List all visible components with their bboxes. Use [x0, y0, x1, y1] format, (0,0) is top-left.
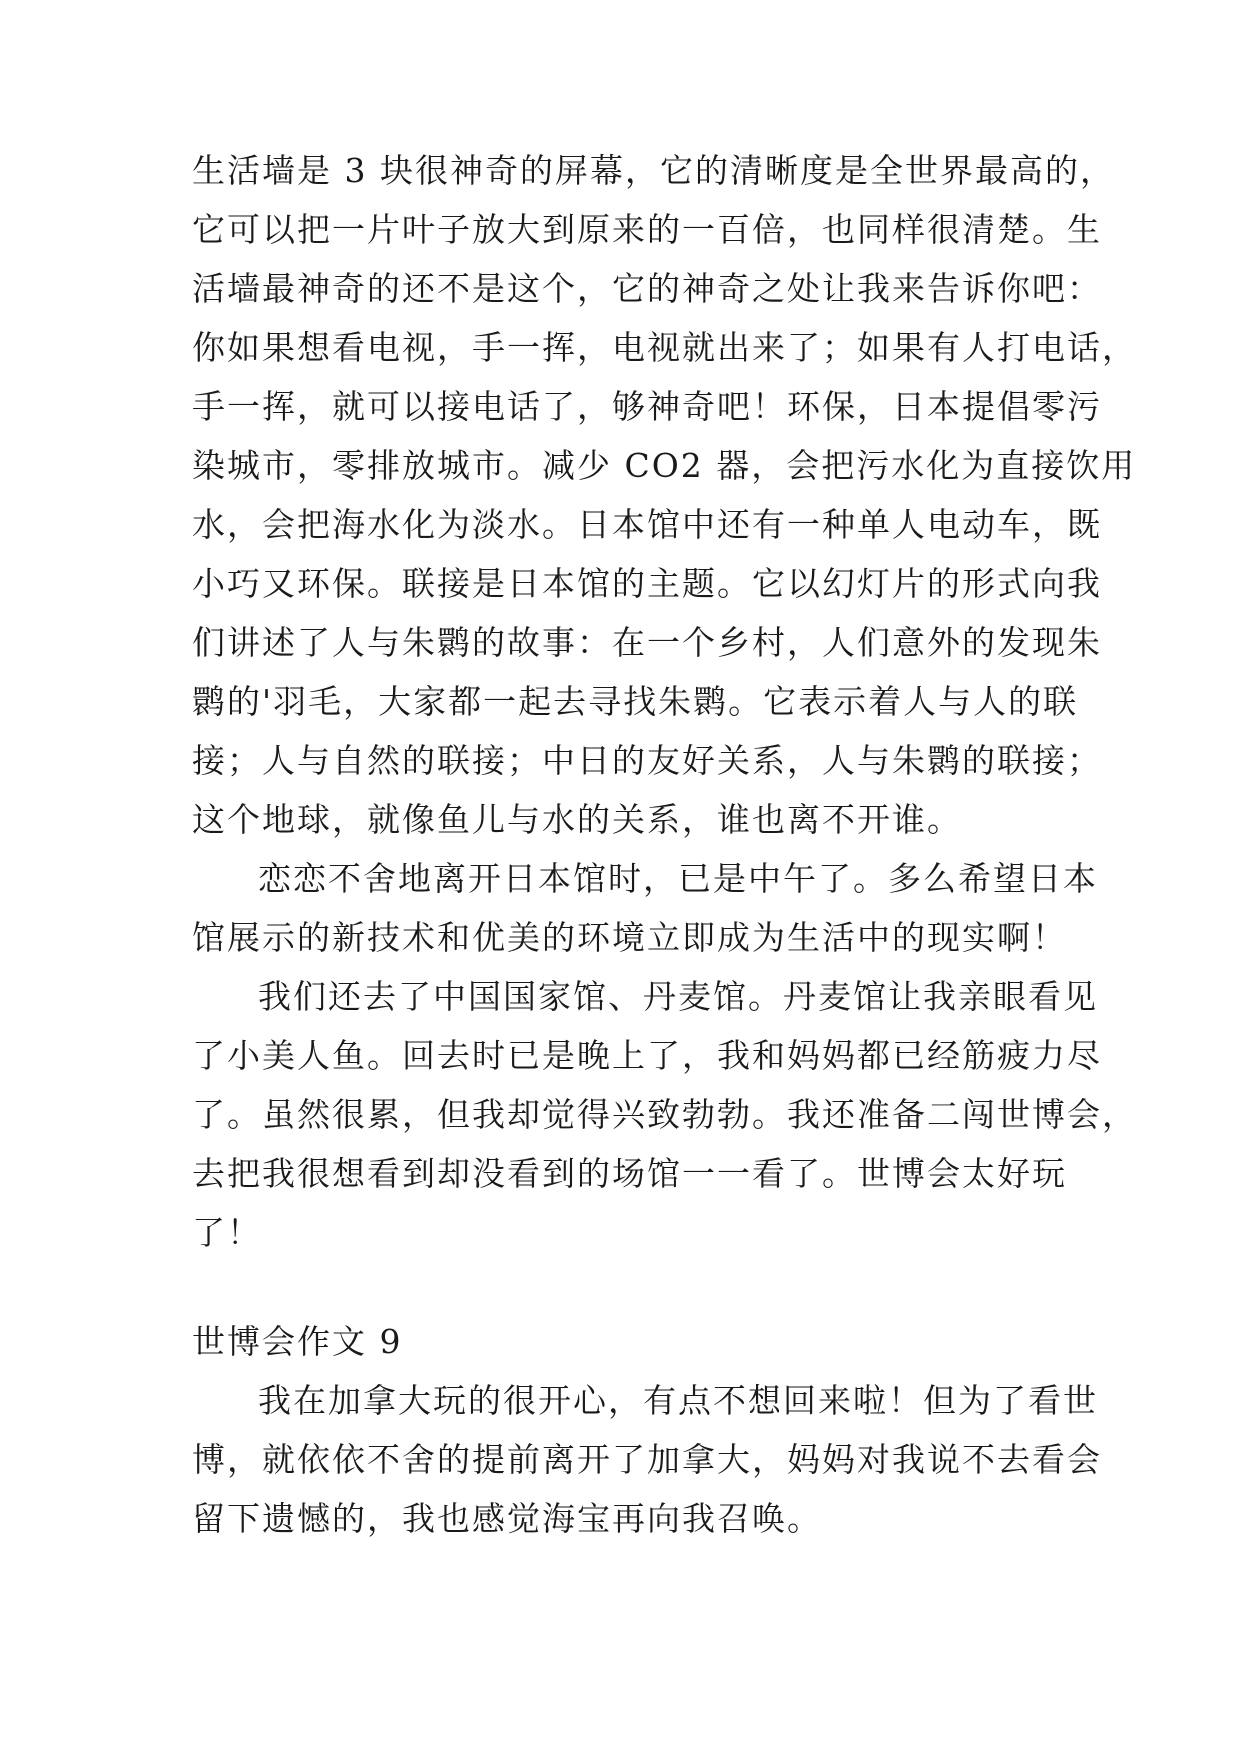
paragraph-line: 我们还去了中国国家馆、丹麦馆。丹麦馆让我亲眼看见 — [258, 977, 1098, 1016]
paragraph-line: 接；人与自然的联接；中日的友好关系，人与朱鹮的联接； — [192, 741, 1102, 780]
paragraph-line: 它可以把一片叶子放大到原来的一百倍，也同样很清楚。生 — [192, 210, 1102, 249]
paragraph-line: 馆展示的新技术和优美的环境立即成为生活中的现实啊！ — [192, 918, 1067, 957]
paragraph-line: 我在加拿大玩的很开心，有点不想回来啦！但为了看世 — [258, 1381, 1098, 1420]
paragraph-line: 了！ — [192, 1213, 262, 1252]
paragraph-line: 水，会把海水化为淡水。日本馆中还有一种单人电动车，既 — [192, 505, 1102, 544]
paragraph-line: 这个地球，就像鱼儿与水的关系，谁也离不开谁。 — [192, 800, 962, 839]
paragraph-line: 鹮的'羽毛，大家都一起去寻找朱鹮。它表示着人与人的联 — [192, 682, 1079, 721]
paragraph-line: 们讲述了人与朱鹮的故事：在一个乡村，人们意外的发现朱 — [192, 623, 1102, 662]
paragraph-line: 小巧又环保。联接是日本馆的主题。它以幻灯片的形式向我 — [192, 564, 1102, 603]
paragraph-line: 染城市，零排放城市。减少 CO2 器，会把污水化为直接饮用 — [192, 446, 1137, 485]
paragraph-line: 了小美人鱼。回去时已是晚上了，我和妈妈都已经筋疲力尽 — [192, 1036, 1102, 1075]
paragraph-line: 手一挥，就可以接电话了，够神奇吧！环保，日本提倡零污 — [192, 387, 1102, 426]
paragraph-line: 去把我很想看到却没看到的场馆一一看了。世博会太好玩 — [192, 1154, 1067, 1193]
paragraph-line: 恋恋不舍地离开日本馆时，已是中午了。多么希望日本 — [258, 859, 1098, 898]
paragraph-line: 生活墙是 3 块很神奇的屏幕，它的清晰度是全世界最高的， — [192, 151, 1115, 190]
paragraph-line: 你如果想看电视，手一挥，电视就出来了；如果有人打电话， — [192, 328, 1137, 367]
paragraph-line: 活墙最神奇的还不是这个，它的神奇之处让我来告诉你吧： — [192, 269, 1102, 308]
paragraph-line: 博，就依依不舍的提前离开了加拿大，妈妈对我说不去看会 — [192, 1440, 1102, 1479]
paragraph-line: 了。虽然很累，但我却觉得兴致勃勃。我还准备二闯世博会， — [192, 1095, 1137, 1134]
section-title: 世博会作文 9 — [192, 1322, 403, 1361]
paragraph-line: 留下遗憾的，我也感觉海宝再向我召唤。 — [192, 1499, 822, 1538]
